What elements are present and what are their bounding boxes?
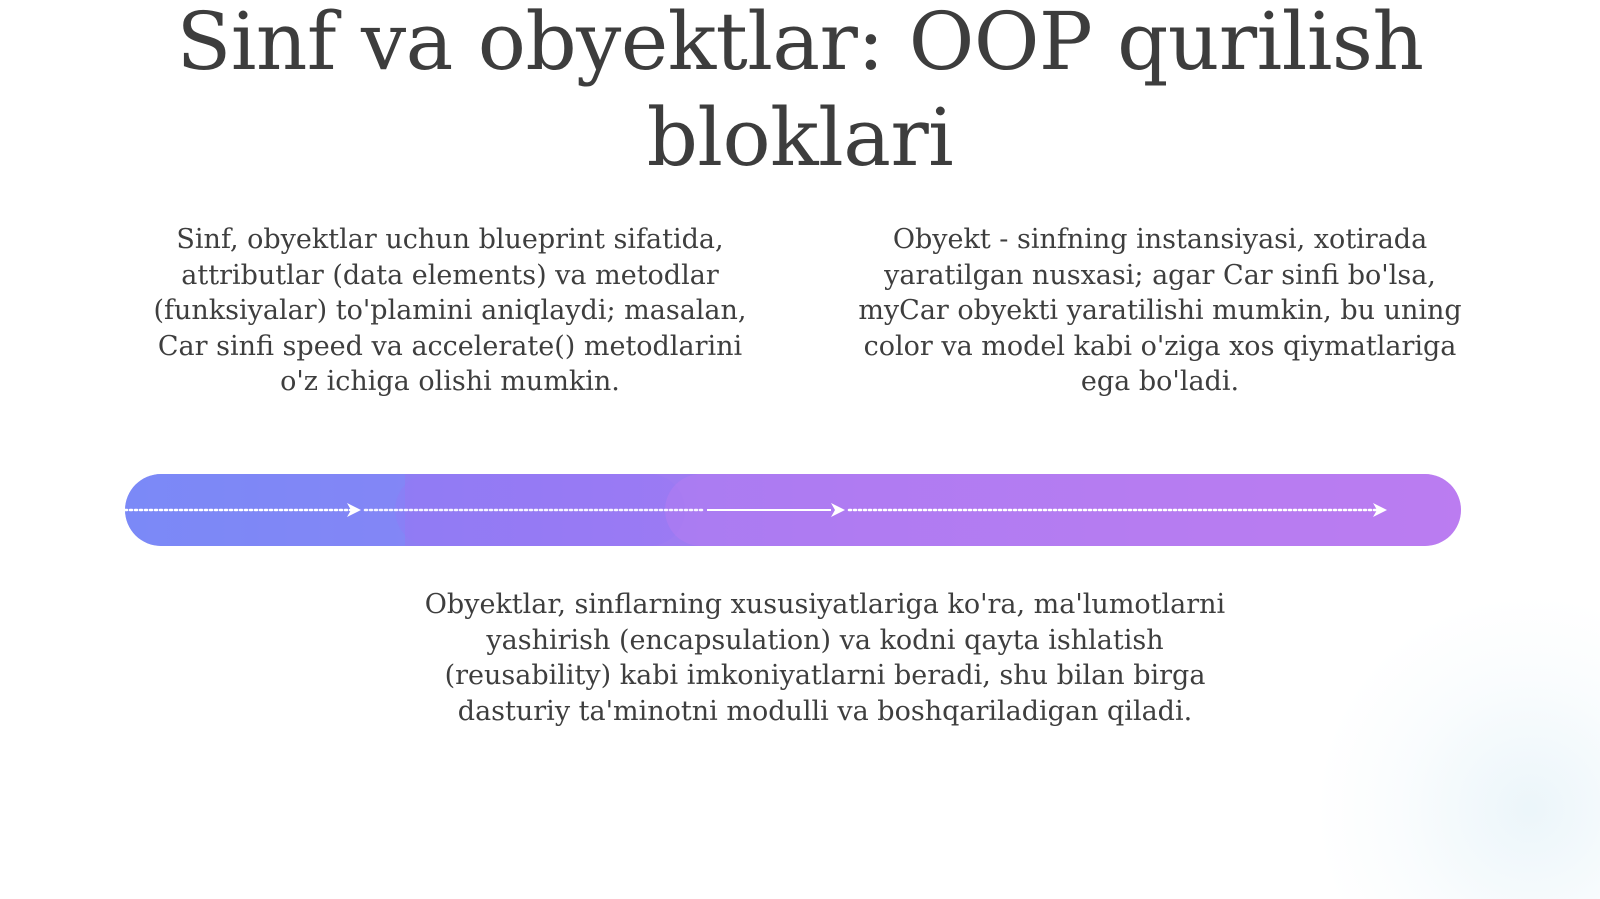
corner-glow-decoration — [1320, 599, 1600, 899]
arrow-lines — [125, 474, 1461, 546]
object-description-paragraph: Obyekt - sinfning instansiyasi, xotirada yaratilgan nusxasi; agar Car sinfi bo'lsa, myCar obyekti yaratilishi mumkin, bu uning color va model kabi o'ziga xos qiymatlariga ega bo'ladi. — [858, 224, 1462, 397]
slide-title: Sinf va obyektlar: OOP qurilish bloklari — [176, 0, 1424, 184]
arrow-head-2-icon — [831, 503, 845, 517]
process-arrow-bar — [125, 474, 1461, 546]
benefits-paragraph: Obyektlar, sinflarning xususiyatlariga ko'ra, ma'lumotlarni yashirish (encapsulation) va kodni qayta ishlatish (reusability) kabi imkoniyatlarni beradi, shu bilan birga dasturiy ta'minotni modulli va boshqariladigan qiladi. — [424, 589, 1226, 727]
class-description-paragraph: Sinf, obyektlar uchun blueprint sifatida, attributlar (data elements) va metodlar (funksiyalar) to'plamini aniqlaydi; masalan, Car sinfi speed va accelerate() metodlarini o'z ichiga olishi mumkin. — [153, 224, 747, 397]
